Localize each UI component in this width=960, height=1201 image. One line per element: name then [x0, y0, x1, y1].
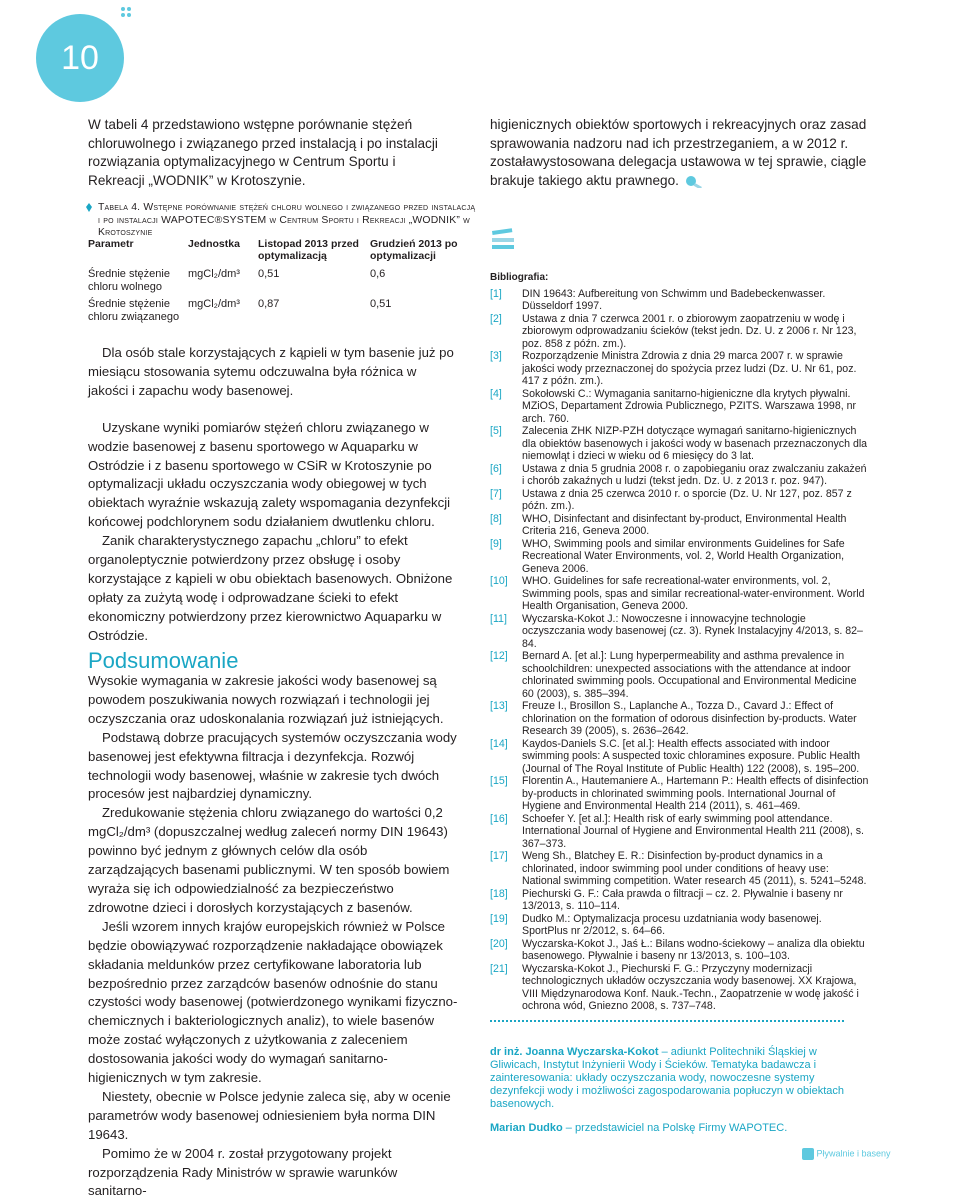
author-name: Marian Dudko	[490, 1122, 563, 1134]
table	[88, 238, 468, 326]
table-row	[88, 268, 468, 296]
reference-number: [13]	[490, 700, 508, 712]
bibliography-item	[490, 350, 870, 388]
bibliography-item	[490, 425, 870, 463]
bibliography-item	[490, 650, 870, 700]
bibliography-item	[490, 850, 870, 888]
table-header-cell: Jednostka	[188, 238, 240, 250]
body-paragraph: Dla osób stale korzystających z kąpieli w tym basenie już po miesiącu stosowania sytemu odczuwalna była różnica w jakości i zapachu wody basenowej.	[88, 345, 454, 398]
page-number: 10	[36, 14, 124, 102]
reference-text: Ustawa z dnia 25 czerwca 2010 r. o sporcie (Dz. U. Nr 127, poz. 857 z późn. zm.).	[522, 487, 852, 512]
bibliography-item	[490, 288, 870, 313]
author-description: – przedstawiciel na Polskę Firmy WAPOTEC.	[562, 1122, 788, 1134]
reference-text: Ustawa z dnia 7 czerwca 2001 r. o zbiorowym zaopatrzeniu w wodę i zbiorowym odprowadzaniu ścieków (tekst jedn. Dz. U. z 2006 r. Nr 123, poz. 858 z późn. zm.).	[522, 312, 857, 350]
table-cell: mgCl₂/dm³	[188, 298, 240, 310]
reference-number: [16]	[490, 812, 508, 825]
reference-number: [21]	[490, 962, 508, 975]
reference-text: Dudko M.: Optymalizacja procesu uzdatniania wody basenowej. SportPlus nr 2/2012, s. 64–66.	[522, 912, 822, 937]
reference-number: [1]	[490, 287, 502, 300]
reference-text: WHO. Guidelines for safe recreational-water environments, vol. 2, Swimming pools, spas and similar recreational-water-environment. World Health Organisation, Geneva 2000.	[522, 575, 865, 612]
reference-number: [15]	[490, 775, 508, 787]
reference-text: Wyczarska-Kokot J.: Nowoczesne i innowacyjne technologie oczyszczania wody basenowej (cz. 3). Rynek Instalacyjny 4/2013, s. 82–84.	[522, 612, 863, 650]
reference-text: Piechurski G. F.: Cała prawda o filtracji – cz. 2. Pływalnie i baseny nr 13/2013, s. 110–114.	[522, 887, 843, 912]
reference-number: [6]	[490, 462, 502, 475]
table-header-row	[88, 238, 468, 268]
body-paragraph: Niestety, obecnie w Polsce jedynie zaleca się, aby w ocenie parametrów wody basenowej odniesieniem była norma DIN 19643.	[88, 1088, 451, 1142]
bibliography-item	[490, 488, 870, 513]
table-row	[88, 298, 468, 326]
reference-text: WHO, Swimming pools and similar environments Guidelines for Safe Recreational Water Environments, vol. 2, World Health Organization, Geneva 2006.	[522, 537, 845, 575]
reference-number: [14]	[490, 737, 508, 750]
bibliography-item	[490, 700, 870, 738]
body-paragraph: Pomimo że w 2004 r. został przygotowany projekt rozporządzenia Rady Ministrów w sprawie warunków sanitarno-	[88, 1145, 398, 1199]
body-column-top	[88, 344, 458, 646]
table-header-cell: Grudzień 2013 po optymalizacji	[370, 238, 458, 262]
reference-number: [19]	[490, 912, 508, 925]
reference-text: Sokołowski C.: Wymagania sanitarno-higieniczne dla krytych pływalni. MZiOS, Departament Zdrowia Publicznego, PZITS. Warszawa 1998, nr arch. 760.	[522, 387, 857, 425]
reference-number: [5]	[490, 425, 502, 437]
reference-number: [11]	[490, 612, 507, 625]
reference-text: Wyczarska-Kokot J., Piechurski F. G.: Przyczyny modernizacji technologicznych układów oczyszczania wody basenowej. XX Krajowa, VIII Międzynarodowa Konf. Nauk.-Techn., Zaopatrzenie w wodę jakość i ochrona wód, Gniezno 2008, s. 737–748.	[522, 962, 859, 1012]
table-cell: 0,6	[370, 268, 386, 280]
reference-number: [12]	[490, 650, 508, 662]
divider	[490, 1020, 844, 1022]
bibliography-item	[490, 388, 870, 426]
table-header-cell: Parametr	[88, 238, 134, 250]
intro-paragraph-left: W tabeli 4 przedstawiono wstępne porównanie stężeń chloruwolnego i związanego przed instalacją i po instalacji rozwiązania optymalizacyjnego w Centrum Sportu i Rekreacji „WODNIK” w Krotoszynie.	[88, 117, 438, 188]
bibliography-item	[490, 513, 870, 538]
table-cell: 0,51	[370, 298, 392, 310]
reference-text: Rozporządzenie Ministra Zdrowia z dnia 29 marca 2007 r. w sprawie jakości wody przeznaczonej do spożycia przez ludzi (Dz. U. Nr 61, poz. 417 z późn. zm.).	[522, 350, 857, 387]
table-cell: 0,87	[258, 298, 280, 310]
author-note	[490, 1046, 870, 1111]
reference-text: Zalecenia ZHK NIZP-PZH dotyczące wymagań sanitarno-higienicznych dla obiektów basenowych i jakości wody w basenach przeznaczonych dla niemowląt i dzieci w wieku od 6 miesięcy do 3 lat.	[522, 425, 868, 462]
bibliography-item	[490, 313, 870, 351]
body-paragraph: Zanik charakterystycznego zapachu „chloru” to efekt organoleptycznie potwierdzony przez obsługę i osoby korzystające z kąpieli w obu obiektach basenowych. Obniżone opłaty za zużytą wodę i odprowadzane ścieki to efekt ekonomiczny potwierdzony przez kierownictwo Aquaparku w Ostródzie.	[88, 533, 453, 643]
reference-text: Florentin A., Hautemaniere A., Hartemann P.: Health effects of disinfection by-products in chlorinated swimming pools. International Journal of Hygiene and Environmental Health 214 (2011), s. 461–469.	[522, 775, 869, 812]
reference-number: [18]	[490, 887, 508, 900]
body-paragraph: Wysokie wymagania w zakresie jakości wody basenowej są powodem poszukiwania nowych rozwiązań i technologii jej oczyszczania oraz udoskonalania rozwiązań już istniejących.	[88, 673, 444, 726]
footer-logo: Pływalnie i baseny	[802, 1148, 891, 1160]
reference-text: WHO, Disinfectant and disinfectant by-product, Environmental Health Criteria 216, Geneva 2000.	[522, 512, 847, 537]
reference-text: DIN 19643: Aufbereitung von Schwimm und Badebeckenwasser. Düsseldorf 1997.	[522, 287, 826, 312]
bibliography-item	[490, 963, 870, 1013]
reference-number: [7]	[490, 487, 502, 500]
reference-text: Kaydos-Daniels S.C. [et al.]: Health effects associated with indoor swimming pools: A suspected toxic chloramines exposure. Public Health (Journal of The Royal Institute of Public Health) 122 (2008), s. 195–200.	[522, 737, 860, 775]
bibliography-item	[490, 938, 870, 963]
bibliography-item	[490, 888, 870, 913]
body-paragraph: Uzyskane wyniki pomiarów stężeń chloru związanego w wodzie basenowej z basenu sportowego w Aquaparku w Ostródzie i z basenu sportowego w CSiR w Krotoszynie po optymalizacji układu oczyszczania wody obiegowej w tych obiektach wyraźnie wskazują zalety wspomagania dezynfekcji końcowej podchlorynem sodu działaniem dwutlenku chloru.	[88, 419, 451, 530]
reference-text: Freuze I., Brosillon S., Laplanche A., Tozza D., Cavard J.: Effect of chlorination on the formation of odorous disinfection by-products. Water Research 39 (2005), s. 2636–2642.	[522, 700, 857, 737]
bibliography-item	[490, 738, 870, 776]
reference-number: [4]	[490, 387, 502, 400]
bibliography	[490, 272, 870, 1013]
reference-number: [3]	[490, 350, 502, 362]
reference-number: [20]	[490, 937, 508, 950]
magnifier-icon	[683, 174, 705, 188]
reference-text: Wyczarska-Kokot J., Jaś Ł.: Bilans wodno-ściekowy – analiza dla obiektu basenowego. Pływalnie i baseny nr 13/2013, s. 100–103.	[522, 937, 865, 962]
table-caption: Tabela 4. Wstępne porównanie stężeń chloru wolnego i związanego przed instalacją i po instalacji WAPOTEC®SYSTEM w Centrum Sportu i Rekreacji „WODNIK” w Krotoszynie	[98, 202, 476, 238]
bibliography-item	[490, 538, 870, 576]
table-cell: 0,51	[258, 268, 280, 280]
logo-icon	[802, 1148, 814, 1160]
body-paragraph: Podstawą dobrze pracujących systemów oczyszczania wody basenowej jest efektywna filtracja i dezynfekcja. Rozwój technologii wody basenowej, właśnie w zakresie tych dwóch procesów jest najbardziej dynamiczny.	[88, 729, 457, 802]
table-cell: mgCl₂/dm³	[188, 268, 240, 280]
author-note	[490, 1122, 870, 1135]
reference-text: Weng Sh., Blatchey E. R.: Disinfection by-product dynamics in a chlorinated, indoor swimming pool under conditions of heavy use: National swimming competition. Water research 45 (2011), s. 5241–5248.	[522, 850, 867, 887]
table-cell: Średnie stężenie chloru związanego	[88, 298, 180, 323]
body-paragraph: Zredukowanie stężenia chloru związanego do wartości 0,2 mgCl₂/dm³ (dopuszczalnej według zaleceń normy DIN 19643) powinno być jednym z głównych celów dla osób zarządzających basenami publicznymi. W ten sposób bowiem wyraża się ich odpowiedzialność za bezpieczeństwo zdrowotne dzieci i dorosłych korzystających z basenów.	[88, 805, 450, 915]
bibliography-item	[490, 775, 870, 813]
bibliography-item	[490, 463, 870, 488]
bibliography-item	[490, 575, 870, 613]
bibliography-item	[490, 813, 870, 851]
books-icon	[490, 228, 518, 252]
reference-text: Bernard A. [et al.]: Lung hyperpermeability and asthma prevalence in schoolchildren: unexpected associations with the attendance at indoor chlorinated swimming pools. Occupational and Environmental Medicine 60 (2003), s. 385–394.	[522, 650, 857, 700]
body-paragraph: Jeśli wzorem innych krajów europejskich również w Polsce będzie obowiązywać rozporządzenie nakładające obowiązek składania meldunków przez certyfikowane laboratoria lub bezpośrednio przez zarządców basenów odnośnie do stanu czystości wody basenowej (potwierdzonego wynikami fizyczno-chemicznych i bakteriologicznych analiz), to wiele basenów może zostać wyłączonych z użytkowania z zaleceniem dostosowania jakości wody do wymagań sanitarno-higienicznych w tym zakresie.	[88, 918, 458, 1086]
reference-number: [2]	[490, 312, 502, 325]
author-name: dr inż. Joanna Wyczarska-Kokot	[490, 1046, 659, 1058]
reference-text: Ustawa z dnia 5 grudnia 2008 r. o zapobieganiu oraz zwalczaniu zakażeń i chorób zakaźnych u ludzi (tekst jedn. Dz. U. z 2013 r. poz. 947).	[522, 462, 867, 487]
dots-decoration-icon	[118, 4, 138, 24]
reference-number: [8]	[490, 512, 502, 525]
reference-text: Schoefer Y. [et al.]: Health risk of early swimming pool attendance. International Journal of Hygiene and Environmental Health 211 (2008), s. 367–373.	[522, 812, 864, 850]
body-column-bottom	[88, 672, 458, 1201]
bibliography-item	[490, 913, 870, 938]
section-heading: Podsumowanie	[88, 648, 239, 673]
intro-paragraph-right: higienicznych obiektów sportowych i rekreacyjnych oraz zasad sprawowania nadzoru nad ich przestrzeganiem, a w 2012 r. zostaławystosowana delegacja ustawowa w tej sprawie, ciągle brakuje takiego aktu prawnego.	[490, 116, 870, 190]
author-description: – adiunkt Politechniki Śląskiej w Gliwicach, Instytut Inżynierii Wody i Ścieków. Tematyka badawcza i zainteresowania: układy oczyszczania wody, nowoczesne systemy dezynfekcji wody i możliwości zagospodarowania popłuczyn w obiektach basenowych.	[490, 1046, 845, 1110]
table-header-cell: Listopad 2013 przed optymalizacją	[258, 238, 359, 262]
reference-number: [17]	[490, 850, 508, 862]
reference-number: [10]	[490, 575, 508, 587]
table-cell: Średnie stężenie chloru wolnego	[88, 268, 170, 293]
bibliography-title: Bibliografia:	[490, 272, 549, 283]
reference-number: [9]	[490, 537, 502, 550]
bibliography-item	[490, 613, 870, 651]
